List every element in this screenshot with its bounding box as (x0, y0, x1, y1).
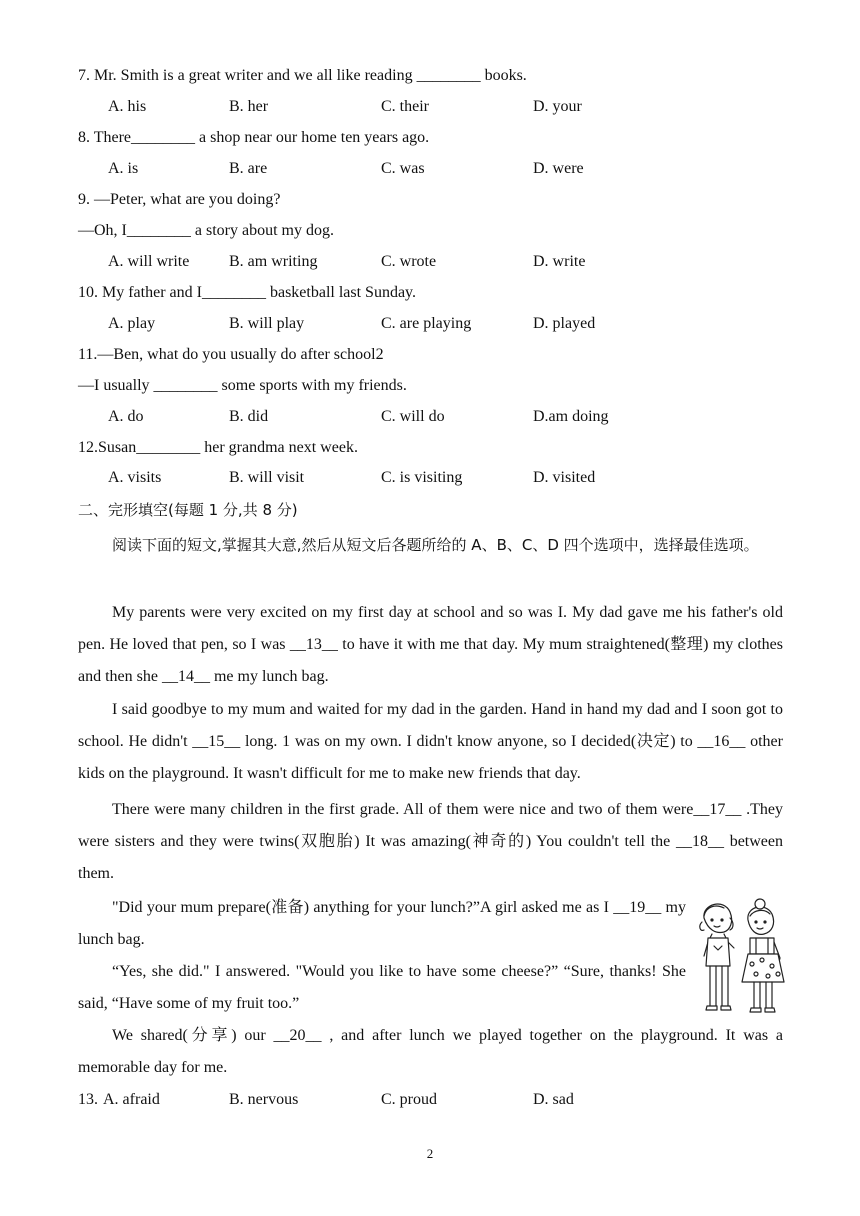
option-b: B. her (229, 98, 269, 115)
option-b: B. will visit (229, 469, 305, 486)
question-10: 10. My father and I________ basketball last Sunday. (78, 284, 417, 301)
question-10-options (108, 314, 748, 334)
question-11: 11.—Ben, what do you usually do after school2 (78, 346, 384, 363)
option-c: C. are playing (381, 315, 472, 332)
question-9: 9. —Peter, what are you doing? (78, 191, 281, 208)
question-8: 8. There________ a shop near our home ten years ago. (78, 129, 430, 146)
passage-paragraph-3: There were many children in the first grade. All of them were nice and two of them were__17__ .They were sisters and they were twins(双胞胎) It was amazing(神奇的) You couldn't tell the __18__ between them. (78, 801, 783, 882)
option-a: A. visits (108, 469, 162, 486)
question-12: 12.Susan________ her grandma next week. (78, 439, 358, 456)
option-c: C. will do (381, 408, 445, 425)
option-b: B. will play (229, 315, 305, 332)
question-8-options (108, 159, 748, 179)
option-d: D. played (533, 315, 596, 332)
option-b: B. am writing (229, 253, 318, 270)
option-d: D. write (533, 253, 586, 270)
question-9-reply: —Oh, I________ a story about my dog. (78, 222, 334, 239)
question-7: 7. Mr. Smith is a great writer and we all like reading ________ books. (78, 67, 527, 84)
option-a: A. play (108, 315, 156, 332)
option-c: C. wrote (381, 253, 437, 270)
page-number: 2 (426, 1146, 434, 1161)
question-7-options (108, 97, 748, 117)
option-d: D. your (533, 98, 582, 115)
option-c: C. their (381, 98, 429, 115)
option-a: A. afraid (103, 1091, 160, 1108)
option-d: D. were (533, 160, 584, 177)
question-9-options (108, 252, 748, 272)
passage-paragraph-1: My parents were very excited on my first day at school and so was I. My dad gave me his father's old pen. He loved that pen, so I was __13__ to have it with me that day. My mum straightened(整理) my clothes and then she __14__ me my lunch bag. (78, 604, 783, 685)
option-d: D.am doing (533, 408, 609, 425)
option-a: A. do (108, 408, 144, 425)
option-c: C. proud (381, 1091, 437, 1108)
passage-paragraph-4: "Did your mum prepare(准备) anything for your lunch?”A girl asked me as I __19__ my lunch bag. (78, 899, 686, 948)
section-heading: 二、完形填空(每题 1 分,共 8 分) (78, 501, 298, 519)
question-12-options (108, 468, 748, 488)
option-c: C. is visiting (381, 469, 463, 486)
section-instruction: 阅读下面的短文,掌握其大意,然后从短文后各题所给的 A、B、C、D 四个选项中，选择最佳选项。 (112, 536, 759, 554)
option-b: B. nervous (229, 1091, 299, 1108)
option-b: B. are (229, 160, 268, 177)
passage-paragraph-6: We shared(分享) our __20__ , and after lunch we played together on the playground. It was a memorable day for me. (78, 1027, 783, 1076)
option-a: A. his (108, 98, 147, 115)
option-c: C. was (381, 160, 425, 177)
question-11-reply: —I usually ________ some sports with my friends. (78, 377, 407, 394)
twin-girls-illustration (694, 896, 786, 1020)
option-a: A. is (108, 160, 139, 177)
option-b: B. did (229, 408, 269, 425)
question-11-options (108, 407, 748, 427)
option-d: D. visited (533, 469, 596, 486)
option-a: A. will write (108, 253, 190, 270)
question-13-options (103, 1090, 743, 1110)
passage-paragraph-5: “Yes, she did." I answered. "Would you like to have some cheese?” “Sure, thanks! She said, “Have some of my fruit too.” (78, 963, 686, 1012)
passage-paragraph-2: I said goodbye to my mum and waited for my dad in the garden. Hand in hand my dad and I soon got to school. He didn't __15__ long. 1 was on my own. I didn't know anyone, so I decided(决定) to __16__ other kids on the playground. It wasn't difficult for me to make new friends that day. (78, 701, 783, 782)
option-d: D. sad (533, 1091, 574, 1108)
question-13: 13. (78, 1091, 98, 1108)
